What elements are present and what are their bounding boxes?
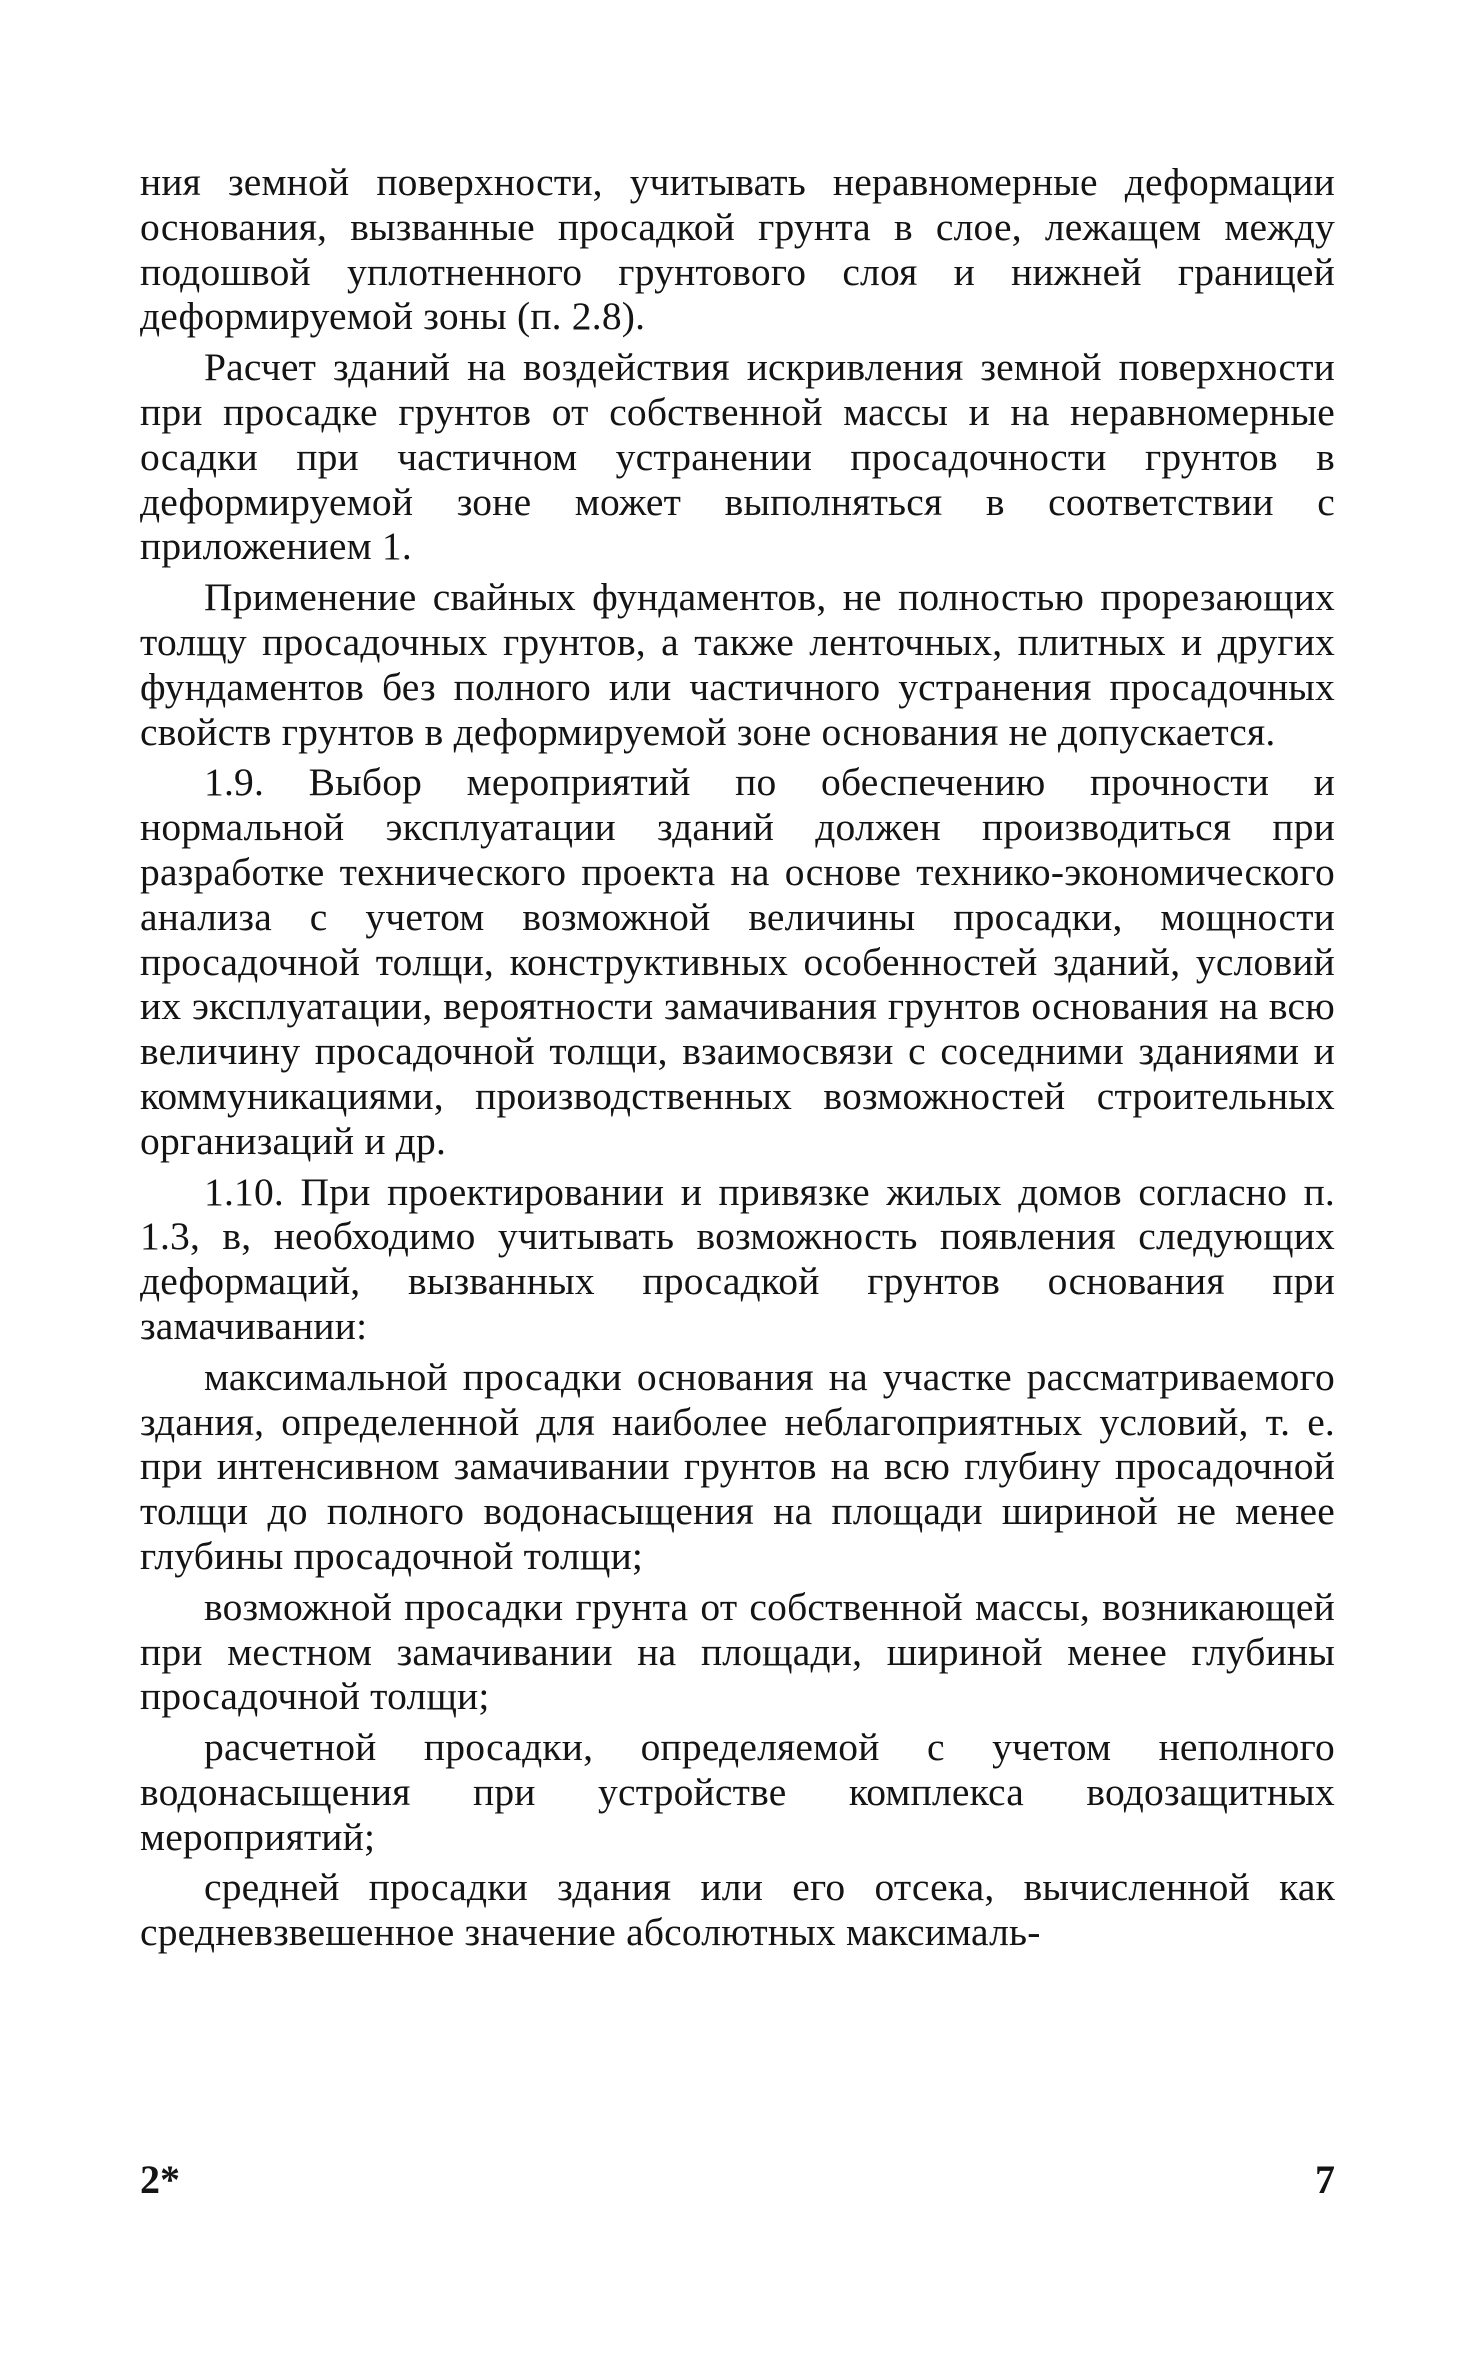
list-item-design-settlement: расчетной просадки, определяемой с учетом неполного водонасыщения при устройстве комплекса водозащитных мероприятий;	[140, 1725, 1335, 1859]
list-item-max-settlement: максимальной просадки основания на участке рассматриваемого здания, определенной для наиболее неблагоприятных условий, т. е. при интенсивном замачивании грунтов на всю глубину просадочной толщи до полного водонасыщения на площади шириной не менее глубины просадочной толщи;	[140, 1354, 1335, 1578]
paragraph-2: Расчет зданий на воздействия искривления земной поверхности при просадке грунтов от собственной массы и на неравномерные осадки при частичном устранении просадочности грунтов в деформируемой зоне может выполняться в соответствии с приложением 1.	[140, 345, 1335, 569]
page-body	[140, 160, 1335, 1961]
paragraph-section-1-9: 1.9. Выбор мероприятий по обеспечению прочности и нормальной эксплуатации зданий должен производиться при разработке технического проекта на основе технико-экономического анализа с учетом возможной величины просадки, мощности просадочной толщи, конструктивных особенностей зданий, условий их эксплуатации, вероятности замачивания грунтов основания на всю величину просадочной толщи, взаимосвязи с соседними зданиями и коммуникациями, производственных возможностей строительных организаций и др.	[140, 760, 1335, 1163]
paragraph-3: Применение свайных фундаментов, не полностью прорезающих толщу просадочных грунтов, а также ленточных, плитных и других фундаментов без полного или частичного устранения просадочных свойств грунтов в деформируемой зоне основания не допускается.	[140, 575, 1335, 754]
list-item-possible-settlement: возможной просадки грунта от собственной массы, возникающей при местном замачивании на площади, шириной менее глубины просадочной толщи;	[140, 1584, 1335, 1719]
signature-mark: 2*	[140, 2157, 180, 2202]
paragraph-1: ния земной поверхности, учитывать неравномерные деформации основания, вызванные просадкой грунта в слое, лежащем между подошвой уплотненного грунтового слоя и нижней границей деформируемой зоны (п. 2.8).	[140, 160, 1335, 339]
page-footer	[140, 2156, 1335, 2216]
page-number: 7	[1315, 2157, 1335, 2202]
paragraph-section-1-10: 1.10. При проектировании и привязке жилых домов согласно п. 1.3, в, необходимо учитывать возможность появления следующих деформаций, вызванных просадкой грунтов основания при замачивании:	[140, 1169, 1335, 1348]
list-item-average-settlement: средней просадки здания или его отсека, вычисленной как средневзвешенное значение абсолютных максималь-	[140, 1865, 1335, 1955]
